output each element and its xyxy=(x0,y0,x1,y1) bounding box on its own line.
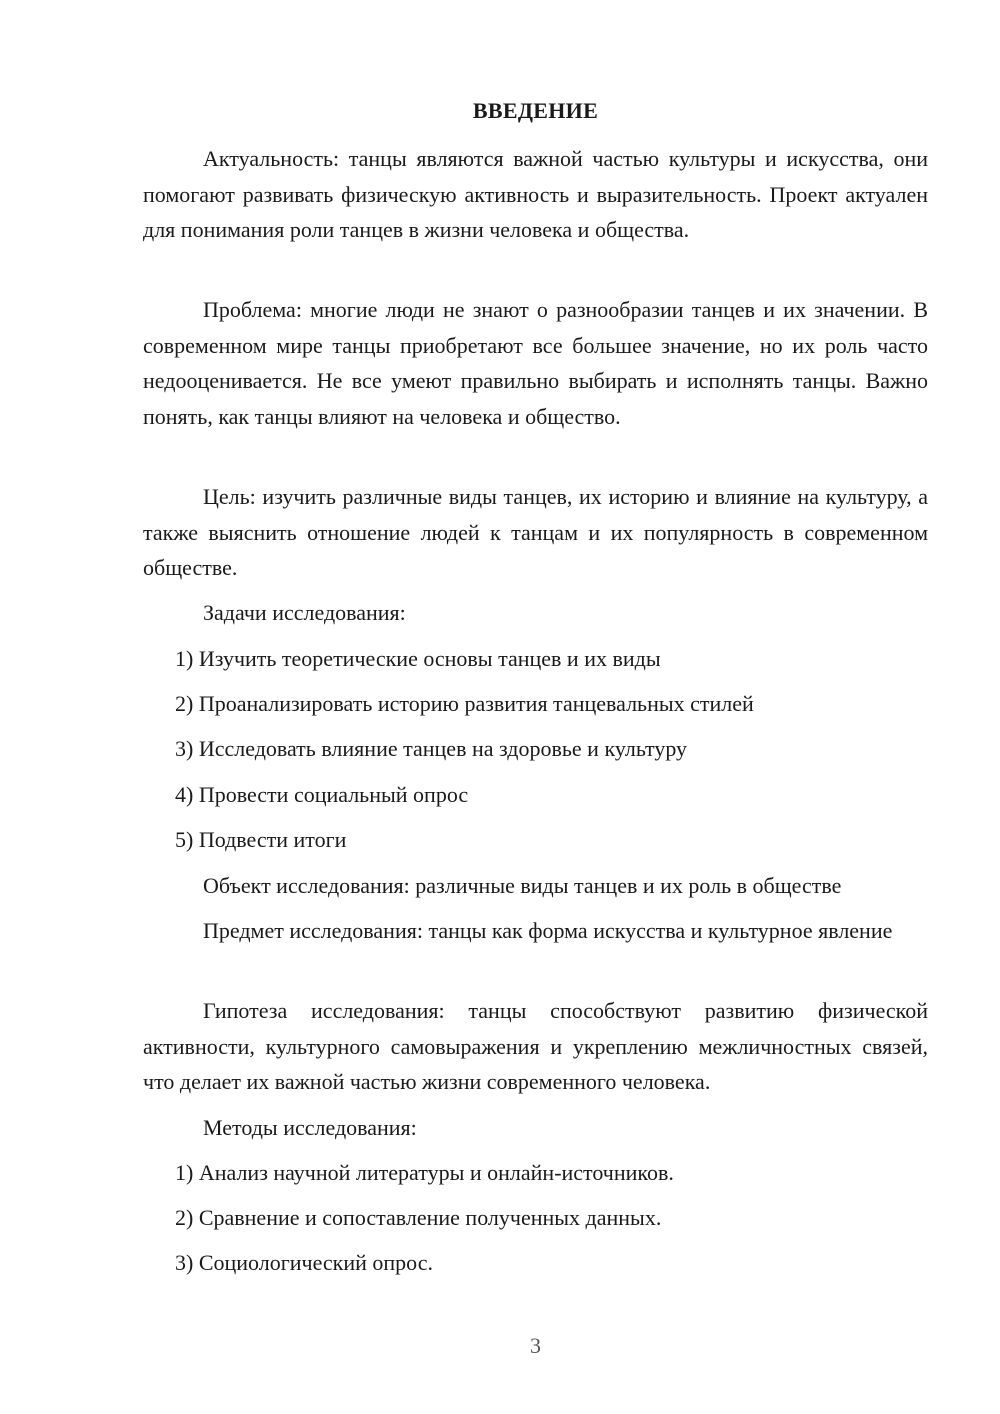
tasks-title: Задачи исследования: xyxy=(203,600,406,625)
subject-paragraph: Предмет исследования: танцы как форма искусства и культурное явление xyxy=(203,918,893,943)
document-page xyxy=(143,0,928,1414)
method-item: 3) Социологический опрос. xyxy=(175,1250,433,1275)
section-heading: ВВЕДЕНИЕ xyxy=(472,98,599,123)
relevance-paragraph: Актуальность: танцы являются важной частью культуры и искусства, они помогают развивать физическую активность и выразительность. Проект актуален для понимания роли танцев в жизни человека и общества. xyxy=(143,146,928,242)
page-number: 3 xyxy=(530,1333,541,1358)
method-item: 1) Анализ научной литературы и онлайн-источников. xyxy=(175,1160,674,1185)
method-item: 2) Сравнение и сопоставление полученных данных. xyxy=(175,1205,662,1230)
problem-paragraph: Проблема: многие люди не знают о разнообразии танцев и их значении. В современном мире танцы приобретают все большее значение, но их роль часто недооценивается. Не все умеют правильно выбирать и исполнять танцы. Важно понять, как танцы влияют на человека и общество. xyxy=(143,297,928,429)
task-item: 4) Провести социальный опрос xyxy=(175,782,469,807)
goal-paragraph: Цель: изучить различные виды танцев, их историю и влияние на культуру, а также выяснить отношение людей к танцам и их популярность в современном обществе. xyxy=(143,484,928,580)
task-item: 3) Исследовать влияние танцев на здоровье и культуру xyxy=(175,736,688,761)
methods-title: Методы исследования: xyxy=(203,1115,417,1140)
task-item: 5) Подвести итоги xyxy=(175,827,347,852)
hypothesis-paragraph: Гипотеза исследования: танцы способствуют развитию физической активности, культурного самовыражения и укреплению межличностных связей, что делает их важной частью жизни современного человека. xyxy=(143,998,928,1094)
task-item: 1) Изучить теоретические основы танцев и их виды xyxy=(175,646,661,671)
task-item: 2) Проанализировать историю развития танцевальных стилей xyxy=(175,691,754,716)
object-paragraph: Объект исследования: различные виды танцев и их роль в обществе xyxy=(203,873,842,898)
